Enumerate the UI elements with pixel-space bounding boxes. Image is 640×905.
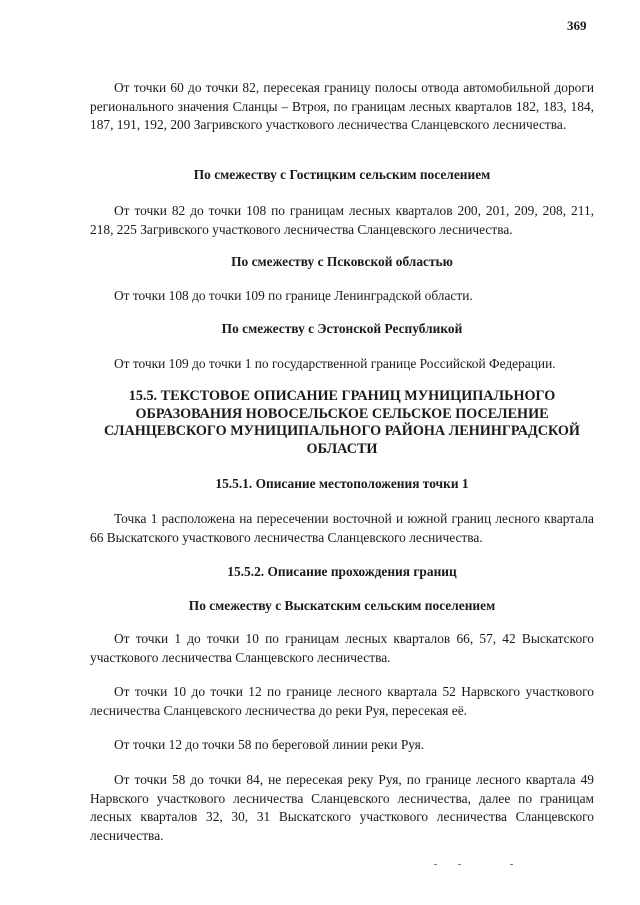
paragraph-points-108-109: От точки 108 до точки 109 по границе Ленинградской области. bbox=[114, 288, 473, 303]
section-title-15-5: 15.5. ТЕКСТОВОЕ ОПИСАНИЕ ГРАНИЦ МУНИЦИПАЛЬНОГО ОБРАЗОВАНИЯ НОВОСЕЛЬСКОЕ СЕЛЬСКОЕ ПОСЕЛЕНИЕ СЛАНЦЕВСКОГО МУНИЦИПАЛЬНОГО РАЙОНА ЛЕНИНГРАДСКОЙ ОБЛАСТИ bbox=[104, 388, 580, 457]
subsection-title-15-5-1: 15.5.1. Описание местоположения точки 1 bbox=[215, 476, 469, 491]
paragraph-points-60-82: От точки 60 до точки 82, пересекая границу полосы отвода автомобильной дороги регионального значения Сланцы – Втроя, по границам лесных кварталов 182, 183, 184, 187, 191, 192, 200 Загривского участкового лесничества Сланцевского лесничества. bbox=[90, 80, 594, 132]
scan-artifact bbox=[510, 864, 513, 865]
page-number: 369 bbox=[567, 18, 587, 33]
paragraph-points-1-10: От точки 1 до точки 10 по границам лесных кварталов 66, 57, 42 Выскатского участкового лесничества Сланцевского лесничества. bbox=[90, 631, 594, 665]
heading-gostitsy-settlement: По смежеству с Гостицким сельским поселением bbox=[193, 167, 491, 182]
subsection-title-15-5-2: 15.5.2. Описание прохождения границ bbox=[227, 564, 457, 579]
heading-pskov-region: По смежеству с Псковской областью bbox=[231, 254, 453, 269]
scan-artifact bbox=[458, 864, 461, 865]
paragraph-points-12-58: От точки 12 до точки 58 по береговой линии реки Руя. bbox=[114, 737, 425, 752]
heading-vyskatka-settlement: По смежеству с Выскатским сельским поселением bbox=[188, 598, 496, 613]
paragraph-points-10-12: От точки 10 до точки 12 по границе лесного квартала 52 Нарвского участкового лесничества Сланцевского лесничества до реки Руя, пересекая её. bbox=[90, 684, 594, 718]
scan-artifact bbox=[434, 864, 437, 865]
paragraph-points-82-108: От точки 82 до точки 108 по границам лесных кварталов 200, 201, 209, 208, 211, 218, 225 Загривского участкового лесничества Сланцевского лесничества. bbox=[90, 203, 594, 237]
paragraph-point-1-location: Точка 1 расположена на пересечении восточной и южной границ лесного квартала 66 Выскатского участкового лесничества Сланцевского лесничества. bbox=[90, 511, 594, 545]
paragraph-points-109-1: От точки 109 до точки 1 по государственной границе Российской Федерации. bbox=[114, 356, 556, 371]
heading-estonia: По смежеству с Эстонской Республикой bbox=[221, 321, 463, 336]
paragraph-points-58-84: От точки 58 до точки 84, не пересекая реку Руя, по границе лесного квартала 49 Нарвского участкового лесничества Сланцевского лесничества, далее по границам лесных кварталов 32, 30, 31 Выскатского участкового лесничества Сланцевского лесничества. bbox=[90, 772, 594, 843]
